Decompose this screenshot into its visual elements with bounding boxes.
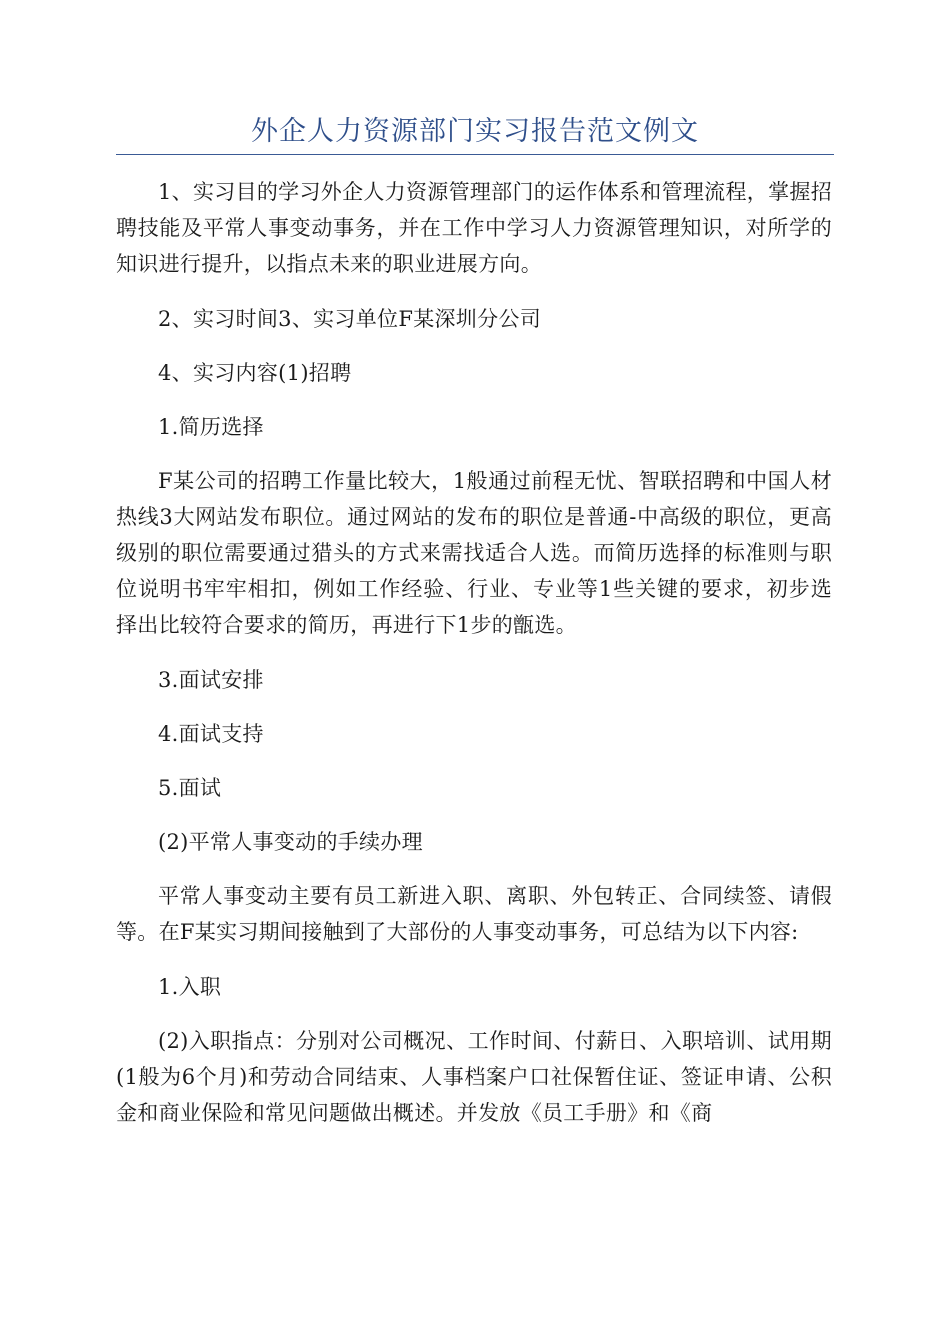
- paragraph-onboarding-heading: 1.入职: [158, 975, 222, 999]
- paragraph-personnel-changes-detail: 平常人事变动主要有员工新进入职、离职、外包转正、合同续签、请假等。在F某实习期间接触到了大部份的人事变动事务，可总结为以下内容:: [116, 884, 832, 944]
- paragraph-resume-selection-heading: 1.简历选择: [158, 415, 264, 439]
- paragraph-interview-arrangement: 3.面试安排: [158, 668, 264, 692]
- paragraph-recruitment-detail: F某公司的招聘工作量比较大，1般通过前程无忧、智联招聘和中国人材热线3大网站发布职位。通过网站的发布的职位是普通-中高级的职位，更高级别的职位需要通过猎头的方式来需找适合人选。而简历选择的标准则与职位说明书牢牢相扣，例如工作经验、行业、专业等1些关键的要求，初步选择出比较符合要求的简历，再进行下1步的甑选。: [116, 469, 832, 637]
- paragraph-time-unit: 2、实习时间3、实习单位F某深圳分公司: [158, 307, 541, 331]
- paragraph-personnel-changes-heading: (2)平常人事变动的手续办理: [158, 830, 423, 854]
- paragraph-interview: 5.面试: [158, 776, 222, 800]
- document-title: 外企人力资源部门实习报告范文例文: [251, 116, 699, 147]
- paragraph-onboarding-guidance: (2)入职指点：分别对公司概况、工作时间、付薪日、入职培训、试用期(1般为6个月)和劳动合同结束、人事档案户口社保暂住证、签证申请、公积金和商业保险和常见问题做出概述。并发放《员工手册》和《商: [116, 1029, 832, 1125]
- paragraph-interview-support: 4.面试支持: [158, 722, 264, 746]
- paragraph-purpose: 1、实习目的学习外企人力资源管理部门的运作体系和管理流程，掌握招聘技能及平常人事变动事务，并在工作中学习人力资源管理知识，对所学的知识进行提升，以指点未来的职业进展方向。: [116, 180, 832, 276]
- paragraph-content-heading: 4、实习内容(1)招聘: [158, 361, 352, 385]
- document-body: [116, 174, 832, 1150]
- title-underline: [116, 154, 834, 155]
